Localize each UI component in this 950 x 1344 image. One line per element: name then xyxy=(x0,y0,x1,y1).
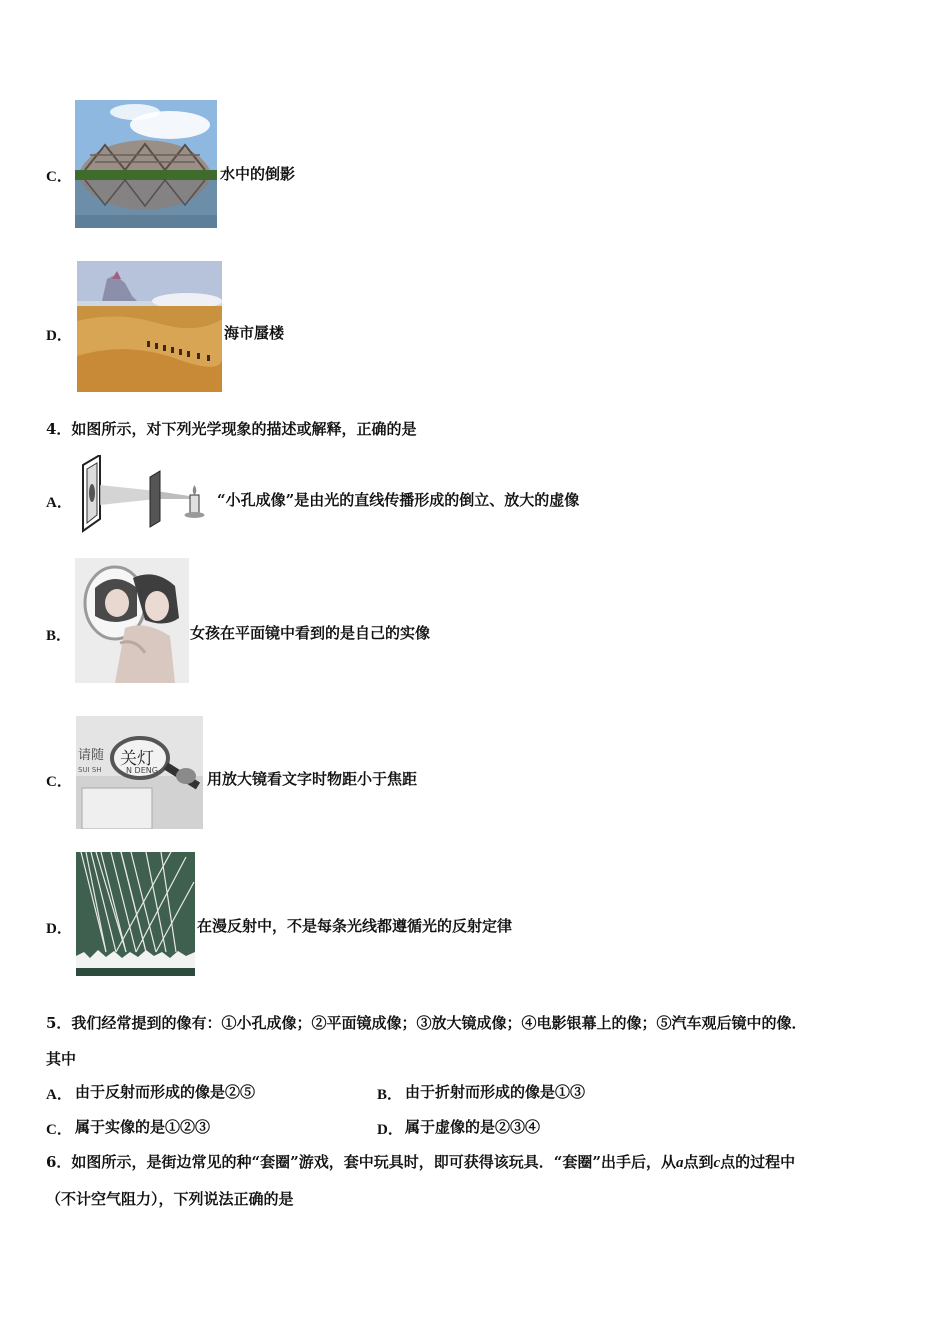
q5-stem-line1: 5．我们经常提到的像有：①小孔成像；②平面镜成像；③放大镜成像；④电影银幕上的像；⑤汽车观后镜中的像． xyxy=(46,1014,807,1032)
bird-nest-reflection-image xyxy=(75,100,217,228)
q5-option-a-text: 由于反射而形成的像是②⑤ xyxy=(75,1083,256,1101)
q4-stem: 4．如图所示，对下列光学现象的描述或解释，正确的是 xyxy=(46,420,417,438)
q5-stem-line2: 其中 xyxy=(46,1050,77,1068)
q5-option-b-text: 由于折射而形成的像是①③ xyxy=(405,1083,586,1101)
q4-option-c-label: C． xyxy=(46,774,72,790)
q6-stem-part2: 点到 xyxy=(683,1153,714,1171)
girl-mirror-image xyxy=(75,558,189,683)
q6-stem-part1: 6．如图所示，是街边常见的种“套圈”游戏，套中玩具时，即可获得该玩具．“套圈”出手后，从 xyxy=(46,1153,676,1171)
q4-option-d-label: D． xyxy=(46,921,72,937)
sign-main-text: 关灯 xyxy=(120,749,154,769)
q3-option-d-label: D． xyxy=(46,328,72,344)
q4-option-d-text: 在漫反射中，不是每条光线都遵循光的反射定律 xyxy=(197,917,513,935)
q5-option-d-text: 属于虚像的是②③④ xyxy=(405,1118,541,1136)
sign-left-text: 请随 xyxy=(78,748,105,763)
sign-sub-text: N DENG xyxy=(126,766,158,775)
q4-option-c-text: 用放大镜看文字时物距小于焦距 xyxy=(207,770,418,788)
q4-option-a-text: “小孔成像”是由光的直线传播形成的倒立、放大的虚像 xyxy=(217,491,580,509)
q6-var-a: a xyxy=(675,1155,684,1171)
q6-stem-line1 xyxy=(46,1152,795,1173)
magnifier-text-image xyxy=(76,716,203,829)
q3-option-c-label: C． xyxy=(46,169,72,185)
q5-option-c-text: 属于实像的是①②③ xyxy=(75,1118,211,1136)
q5-option-a-label: A． xyxy=(46,1087,72,1103)
diffuse-reflection-image xyxy=(76,852,195,976)
q4-option-b-text: 女孩在平面镜中看到的是自己的实像 xyxy=(190,624,431,642)
q5-option-c-label: C． xyxy=(46,1122,72,1138)
q4-option-a-label: A． xyxy=(46,495,72,511)
sign-sub2-text: SUI SH xyxy=(78,766,102,774)
q6-stem-part3: 点的过程中 xyxy=(720,1153,796,1171)
q3-option-c-text: 水中的倒影 xyxy=(220,165,296,183)
q5-option-d-label: D． xyxy=(377,1122,403,1138)
pinhole-camera-image xyxy=(78,455,210,533)
q4-option-b-label: B． xyxy=(46,628,72,644)
mirage-desert-image xyxy=(77,261,222,392)
q3-option-d-text: 海市蜃楼 xyxy=(224,324,285,342)
q6-stem-line2: （不计空气阻力），下列说法正确的是 xyxy=(46,1190,294,1208)
q5-option-b-label: B． xyxy=(377,1087,403,1103)
q6-var-c: c xyxy=(713,1155,721,1171)
